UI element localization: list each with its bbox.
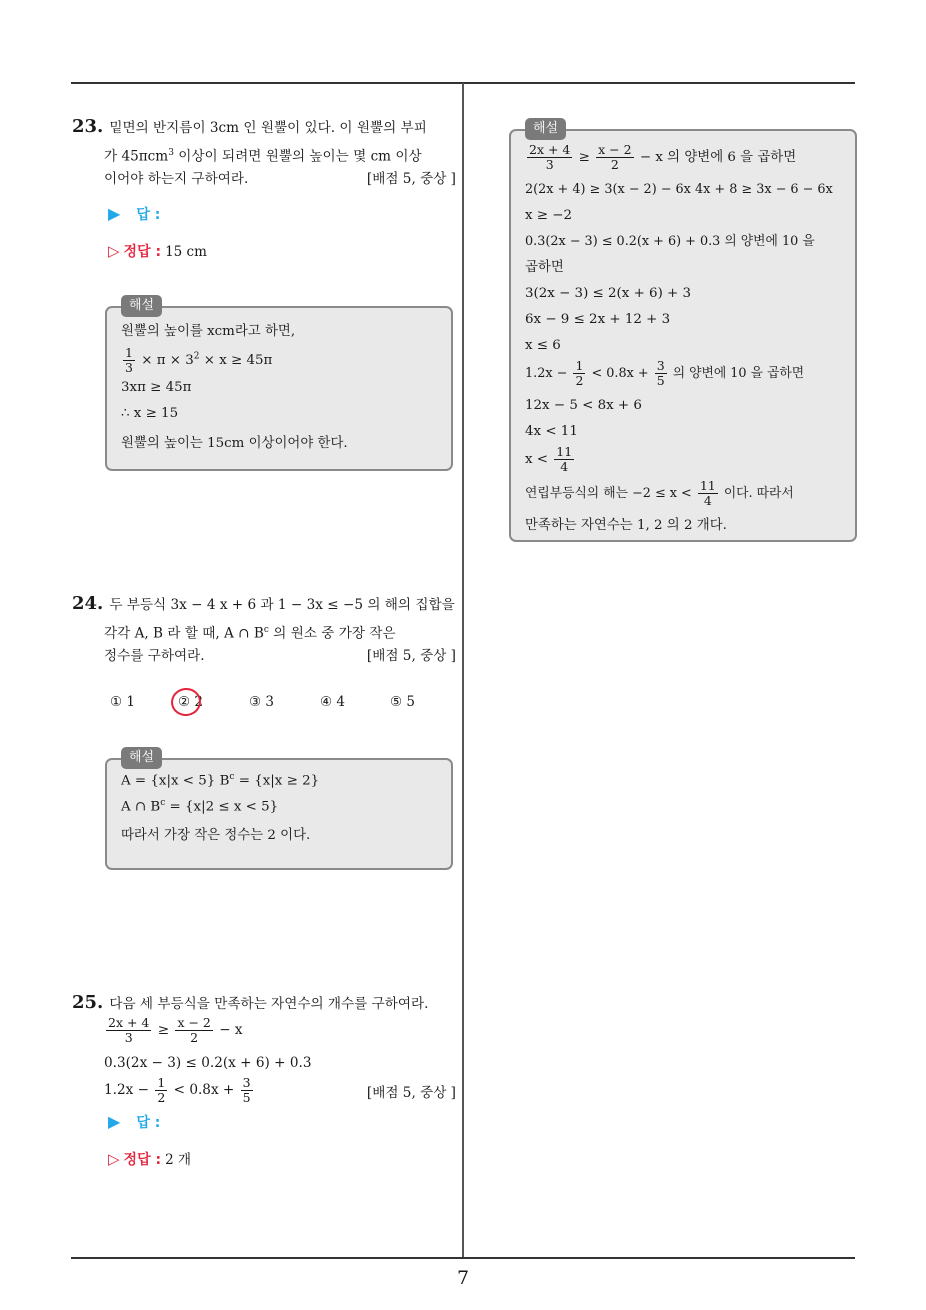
fraction — [655, 359, 667, 388]
solution-line: 곱하면 — [525, 260, 564, 275]
superscript: c — [263, 625, 269, 635]
math-text: 1.2x − — [104, 1082, 149, 1098]
solution-line — [525, 359, 843, 393]
solution-tag: 해설 — [525, 118, 566, 140]
frac-den: 5 — [656, 373, 665, 388]
math-text: < 0.8x + — [587, 366, 649, 381]
fraction — [527, 143, 572, 172]
frac-den: 2 — [190, 1030, 199, 1045]
solution-line: 원뿔의 높이를 xcm라고 하면, — [121, 324, 296, 339]
question-text: 각각 A, B 라 할 때, A ∩ B — [104, 625, 264, 642]
fraction — [241, 1076, 253, 1105]
score-label: [배점 5, 중상 ] — [366, 171, 456, 187]
fraction — [155, 1076, 167, 1105]
question-text: 의 원소 중 가장 작은 — [268, 625, 396, 642]
solution-line — [525, 143, 843, 177]
fraction — [123, 346, 135, 375]
choice-4[interactable]: ④ 4 — [320, 694, 345, 710]
question-number: 23. — [72, 116, 104, 137]
superscript: 2 — [193, 351, 200, 362]
frac-num: 1 — [575, 358, 584, 373]
correct-answer-row — [108, 241, 207, 261]
question-text: 다음 세 부등식을 만족하는 자연수의 개수를 구하여라. — [109, 996, 429, 1012]
math-text: A = {x|x < 5} B — [121, 773, 230, 789]
fraction — [175, 1016, 212, 1045]
choice-3[interactable]: ③ 3 — [249, 694, 274, 710]
math-text: − x 의 양변에 6 을 곱하면 — [639, 150, 797, 165]
frac-num: 1 — [157, 1075, 166, 1090]
math-text: A ∩ B — [121, 799, 161, 815]
solution-line — [121, 346, 439, 380]
frac-num: 2x + 4 — [529, 142, 571, 157]
choice-5[interactable]: ⑤ 5 — [390, 694, 415, 710]
solution-line: 원뿔의 높이는 15cm 이상이어야 한다. — [121, 436, 348, 451]
correct-value: 2 개 — [165, 1152, 191, 1168]
frac-num: 1 — [125, 345, 133, 360]
fraction — [698, 479, 718, 508]
solution-line — [525, 445, 843, 479]
solution-line: 3(2x − 3) ≤ 2(x + 6) + 3 — [525, 286, 692, 301]
math-text: 이다. 따라서 — [719, 486, 794, 501]
frac-den: 4 — [560, 459, 569, 474]
bottom-rule — [71, 1257, 855, 1259]
math-text: = {x|2 ≤ x < 5} — [165, 799, 279, 815]
solution-line: 3xπ ≥ 45π — [121, 380, 192, 395]
solution-line — [525, 479, 843, 513]
frac-den: 4 — [703, 493, 712, 508]
math-text: = {x|x ≥ 2} — [234, 773, 320, 789]
correct-label: 정답 : — [123, 1152, 162, 1168]
solution-box-25 — [509, 121, 857, 542]
question-23 — [72, 114, 456, 192]
inequality-3 — [72, 1076, 456, 1110]
solution-line: 만족하는 자연수는 1, 2 의 2 개다. — [525, 518, 727, 533]
play-arrow-icon: ▶ — [108, 1112, 121, 1131]
solution-line: x ≥ −2 — [525, 208, 573, 223]
question-24 — [72, 591, 456, 669]
solution-tag: 해설 — [121, 747, 162, 769]
question-text: 두 부등식 3x − 4 x + 6 과 1 − 3x ≤ −5 의 해의 집합을 — [109, 597, 455, 613]
frac-num: x − 2 — [598, 142, 632, 157]
solution-box-24 — [105, 750, 453, 870]
solution-line: 따라서 가장 작은 정수는 2 이다. — [121, 828, 311, 843]
solution-line — [121, 772, 439, 798]
frac-den: 2 — [610, 157, 619, 172]
answer-label: 답 : — [136, 207, 161, 223]
solution-tag: 해설 — [121, 295, 162, 317]
math-text: − x — [219, 1022, 243, 1038]
fraction — [596, 143, 633, 172]
frac-den: 2 — [157, 1090, 166, 1105]
question-text: 이어야 하는지 구하여라. — [104, 171, 249, 187]
outline-arrow-icon: ▷ — [108, 1150, 120, 1168]
solution-line: ∴ x ≥ 15 — [121, 406, 179, 421]
math-text: 1.2x − — [525, 366, 568, 381]
solution-line: x ≤ 6 — [525, 338, 561, 353]
math-text: ≥ — [157, 1022, 170, 1038]
frac-num: 11 — [699, 478, 716, 493]
solution-line: 6x − 9 ≤ 2x + 12 + 3 — [525, 312, 671, 327]
superscript: 3 — [168, 148, 174, 158]
column-divider — [462, 83, 464, 1258]
solution-line: 0.3(2x − 3) ≤ 0.2(x + 6) + 0.3 의 양변에 10 을 — [525, 234, 815, 249]
solution-box-23 — [105, 298, 453, 471]
question-text: 밑면의 반지름이 3cm 인 원뿔이 있다. 이 원뿔의 부피 — [109, 120, 427, 136]
page-number: 7 — [456, 1267, 470, 1289]
frac-num: 3 — [242, 1075, 251, 1090]
frac-den: 3 — [125, 360, 133, 375]
question-text: 가 45πcm — [104, 148, 169, 165]
fraction — [554, 445, 574, 474]
fraction — [573, 359, 585, 388]
solution-line: 4x < 11 — [525, 424, 578, 439]
inequality-1 — [72, 1016, 456, 1050]
choice-label: ② 2 — [178, 694, 203, 710]
play-arrow-icon: ▶ — [108, 204, 121, 223]
math-text: < 0.8x + — [173, 1082, 235, 1098]
frac-num: 2x + 4 — [108, 1015, 150, 1030]
superscript: c — [160, 798, 166, 808]
score-label: [배점 5, 중상 ] — [366, 648, 456, 664]
solution-line: 12x − 5 < 8x + 6 — [525, 398, 642, 413]
choice-1[interactable]: ① 1 — [110, 694, 135, 710]
frac-den: 3 — [545, 157, 554, 172]
frac-num: 3 — [656, 358, 665, 373]
solution-line: 2(2x + 4) ≥ 3(x − 2) − 6x 4x + 8 ≥ 3x − 6 − 6x — [525, 182, 833, 197]
question-number: 24. — [72, 593, 104, 614]
answer-row — [108, 204, 160, 224]
math-text: ≥ — [578, 150, 590, 165]
answer-circle-mark — [169, 686, 203, 718]
frac-num: x − 2 — [177, 1015, 211, 1030]
solution-line — [121, 798, 439, 824]
question-text: 정수를 구하여라. — [104, 648, 205, 664]
superscript: c — [229, 772, 235, 782]
inequality-2: 0.3(2x − 3) ≤ 0.2(x + 6) + 0.3 — [104, 1055, 312, 1071]
math-text: × π × 3 — [141, 353, 194, 368]
math-text: × x ≥ 45π — [199, 353, 273, 368]
answer-row — [108, 1112, 160, 1132]
frac-num: 11 — [556, 444, 573, 459]
score-label: [배점 5, 중상 ] — [366, 1085, 456, 1101]
correct-label: 정답 : — [123, 244, 162, 260]
correct-answer-row — [108, 1148, 191, 1169]
choice-2[interactable] — [178, 694, 203, 710]
fraction — [106, 1016, 151, 1045]
answer-label: 답 : — [136, 1115, 161, 1131]
frac-den: 3 — [124, 1030, 133, 1045]
outline-arrow-icon: ▷ — [108, 242, 120, 260]
question-text: 이상이 되려면 원뿔의 높이는 몇 cm 이상 — [173, 148, 422, 165]
frac-den: 5 — [242, 1090, 251, 1105]
correct-value: 15 cm — [165, 244, 207, 260]
math-text: 연립부등식의 해는 −2 ≤ x < — [525, 486, 692, 501]
math-text: 의 양변에 10 을 곱하면 — [668, 366, 805, 381]
frac-den: 2 — [575, 373, 584, 388]
math-text: x < — [525, 452, 549, 467]
question-number: 25. — [72, 992, 104, 1013]
question-25 — [72, 990, 456, 1110]
